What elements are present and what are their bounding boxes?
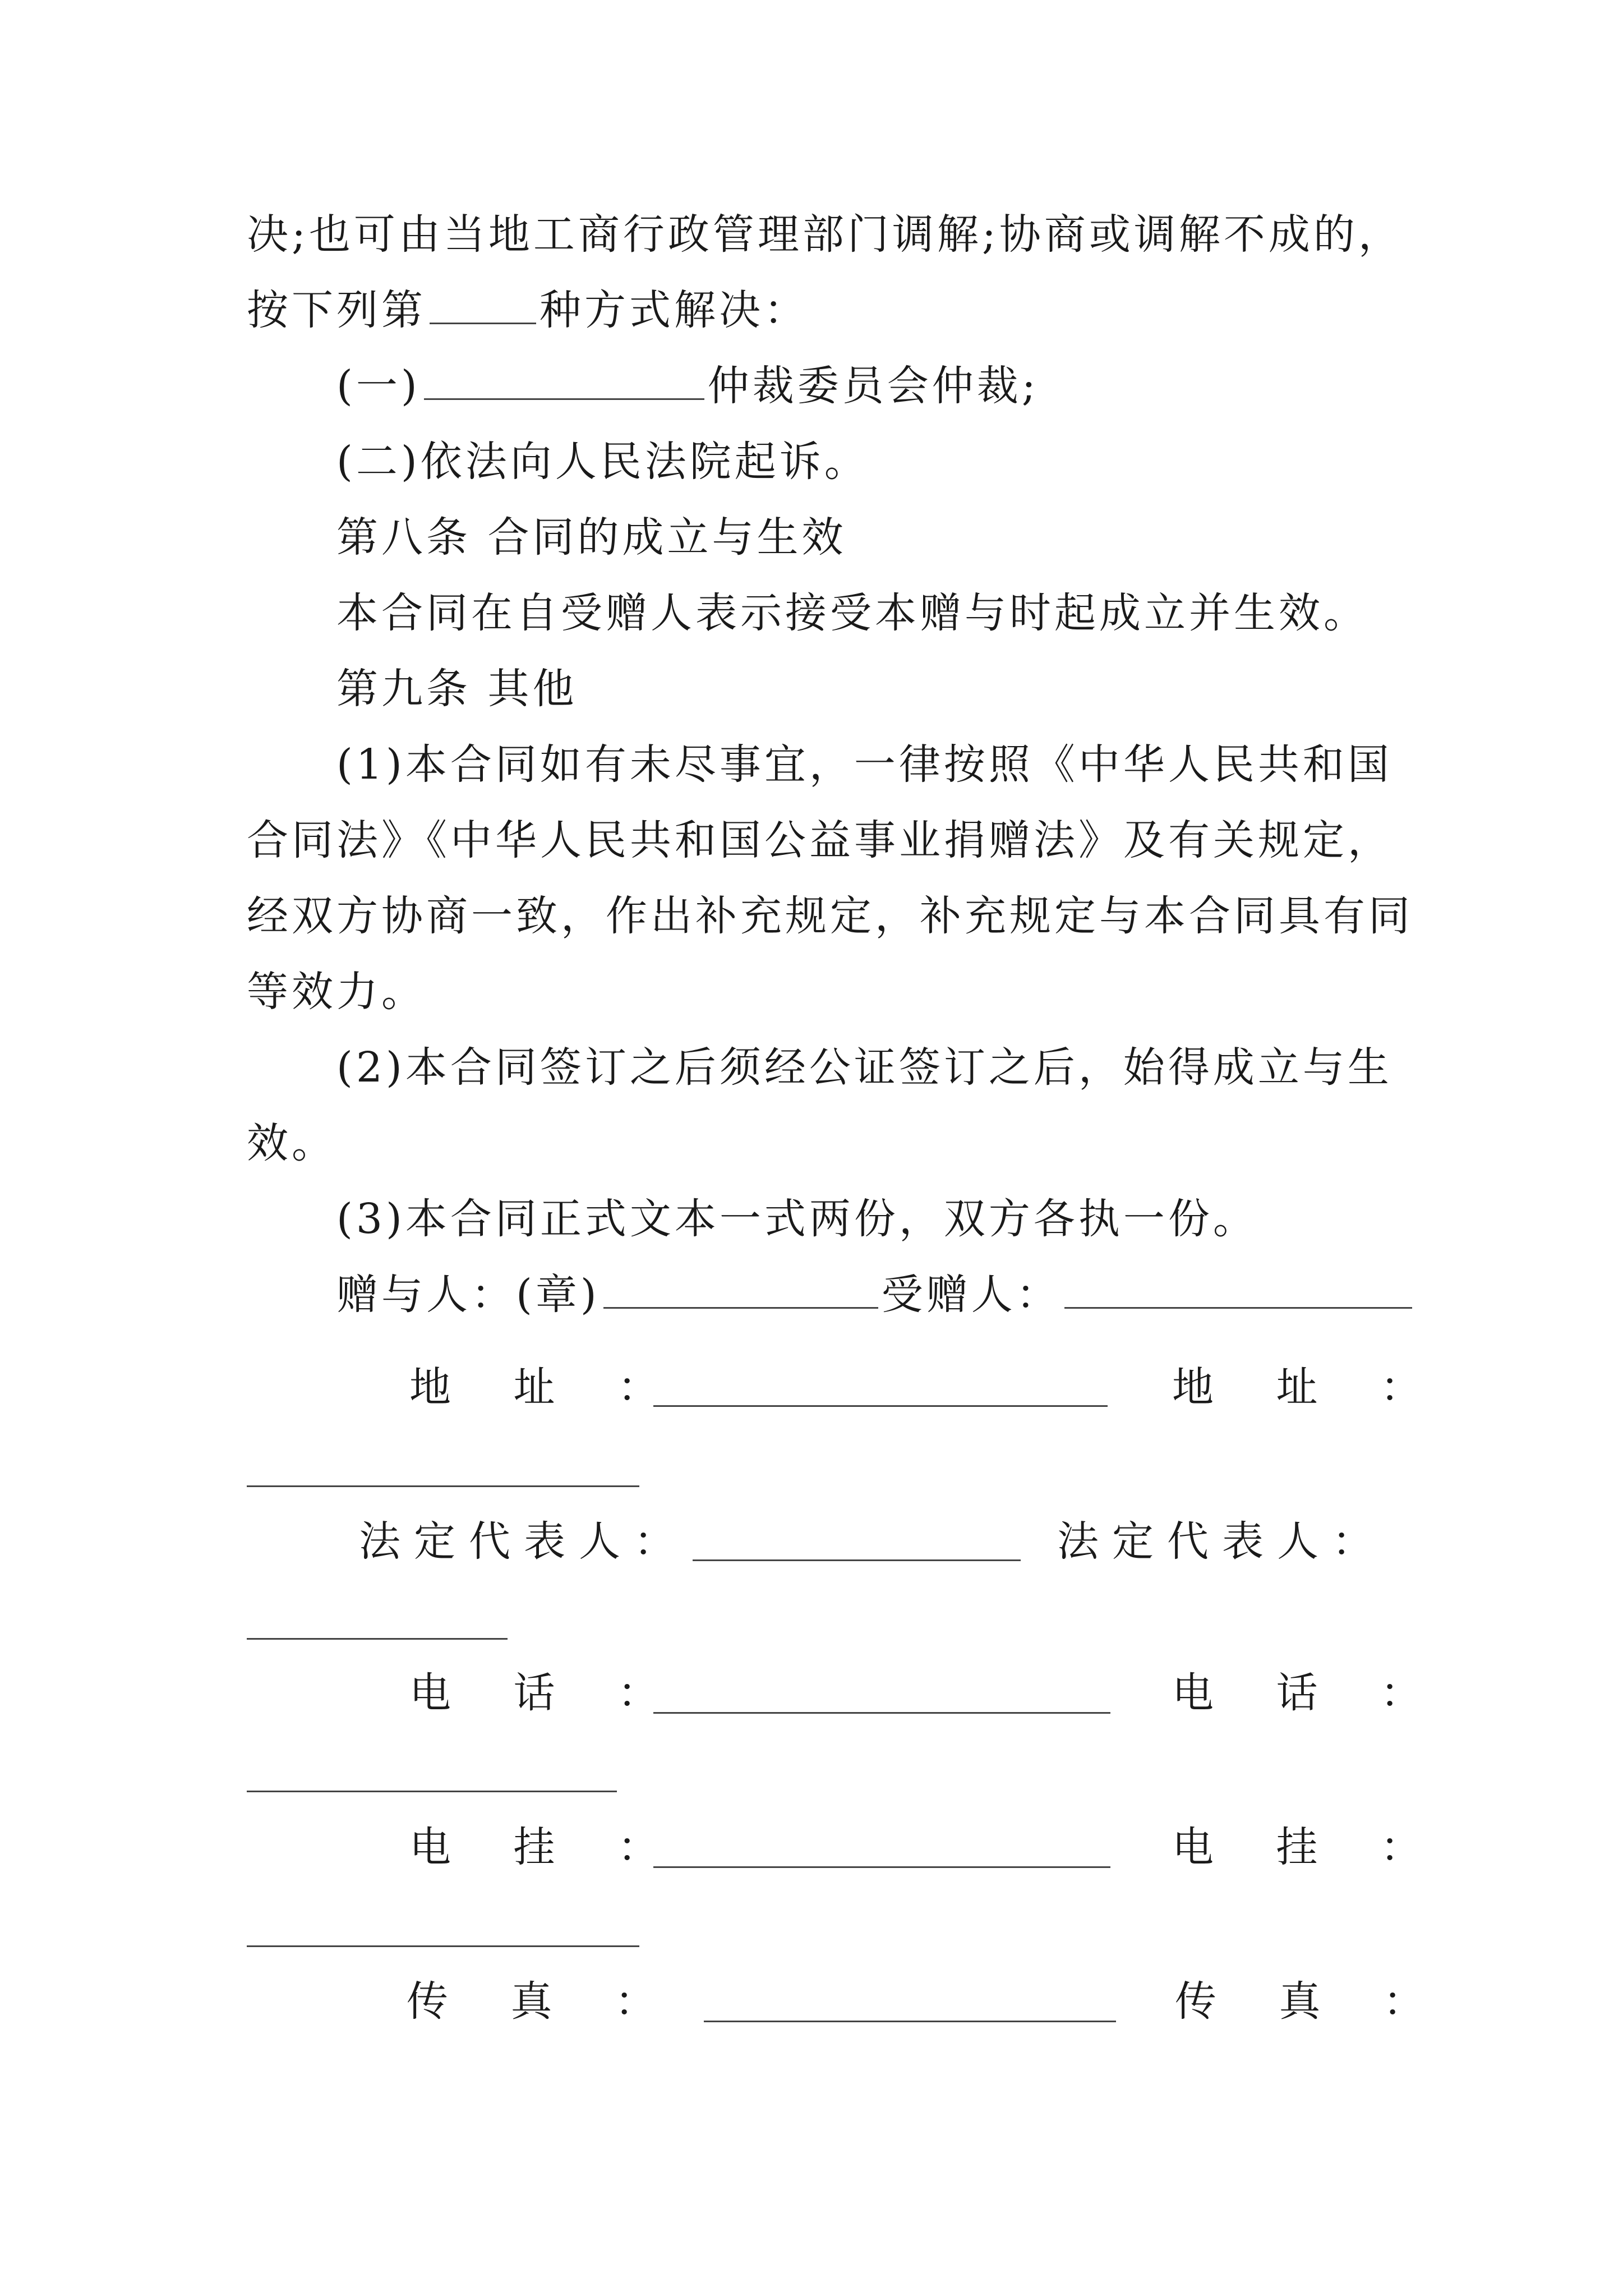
rep-blank-right[interactable] (247, 1638, 508, 1640)
fill-blank[interactable] (424, 364, 704, 400)
paragraph-line: 决;也可由当地工商行政管理部门调解;协商或调解不成的， (247, 210, 1403, 259)
fax-label-left: 传 真 ： (407, 1977, 681, 2026)
telegraph-blank-right[interactable] (247, 1945, 639, 1947)
paragraph-line (247, 283, 809, 337)
paragraph-line: (1)本合同如有未尽事宜，一律按照《中华人民共和国 (336, 740, 1393, 789)
phone-label-right: 电 话 ： (1172, 1669, 1447, 1717)
paragraph-line: 经双方协商一致，作出补充规定，补充规定与本合同具有同 (247, 892, 1413, 940)
fill-blank[interactable] (430, 288, 536, 324)
telegraph-label-left: 电 挂 ： (409, 1823, 684, 1871)
donee-label: 受赠人： (881, 1271, 1061, 1319)
section-heading: 第八条 合同的成立与生效 (336, 513, 847, 562)
paragraph-line: 等效力。 (247, 968, 426, 1016)
text: 仲裁委员会仲裁; (707, 362, 1039, 410)
address-label-left: 地 址 ： (409, 1363, 684, 1411)
paragraph-line (336, 359, 1039, 413)
address-label-right: 地 址 ： (1172, 1363, 1447, 1411)
telegraph-label-right: 电 挂 ： (1172, 1823, 1447, 1871)
paragraph-line: (二)依法向人民法院起诉。 (336, 438, 869, 486)
donor-label: 赠与人：(章) (336, 1271, 600, 1319)
paragraph-line: 效。 (247, 1119, 336, 1167)
text: 种方式解决： (540, 286, 809, 334)
address-blank-right[interactable] (247, 1485, 639, 1487)
text: 按下列第 (247, 286, 426, 334)
phone-label-left: 电 话 ： (409, 1669, 684, 1717)
paragraph-line: 本合同在自受赠人表示接受本赠与时起成立并生效。 (336, 589, 1368, 637)
telegraph-blank-left[interactable] (653, 1866, 1110, 1868)
paragraph-line: 合同法》《中华人民共和国公益事业捐赠法》及有关规定， (247, 816, 1393, 864)
fax-blank-left[interactable] (704, 2021, 1116, 2022)
rep-label-left: 法定代表人： (359, 1517, 689, 1566)
rep-label-right: 法定代表人： (1057, 1517, 1387, 1566)
address-blank-left[interactable] (653, 1405, 1108, 1407)
paragraph-line: (3)本合同正式文本一式两份，双方各执一份。 (336, 1195, 1258, 1243)
section-heading: 第九条 其他 (336, 665, 578, 713)
donor-blank[interactable] (603, 1272, 878, 1309)
signature-row (336, 1268, 1415, 1322)
donee-blank[interactable] (1064, 1272, 1412, 1309)
paragraph-line: (2)本合同签订之后须经公证签订之后，始得成立与生 (336, 1043, 1393, 1092)
rep-blank-left[interactable] (693, 1559, 1021, 1561)
phone-blank-right[interactable] (247, 1791, 617, 1792)
fax-label-right: 传 真 ： (1175, 1977, 1450, 2026)
phone-blank-left[interactable] (653, 1712, 1110, 1714)
text: (一) (336, 362, 421, 410)
